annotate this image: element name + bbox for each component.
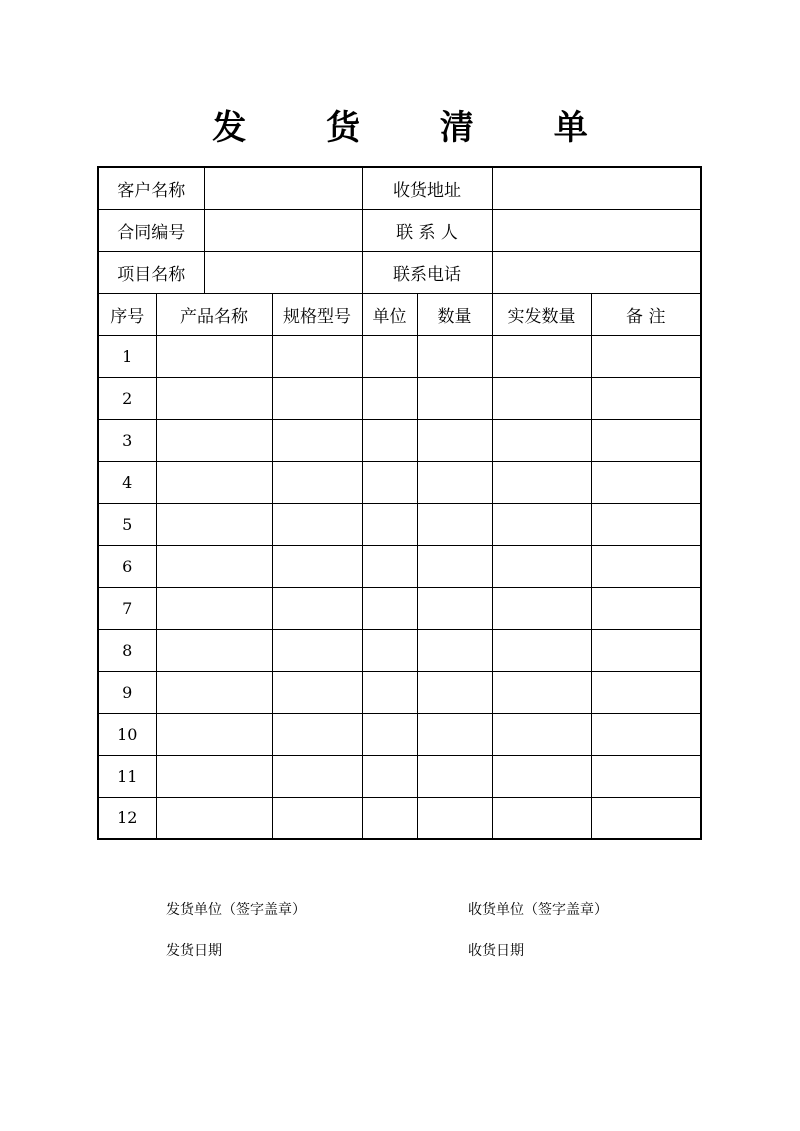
quantity-cell[interactable] (417, 797, 492, 839)
info-row-contract (98, 209, 701, 251)
column-header-index: 序号 (98, 293, 156, 335)
row-index: 11 (98, 755, 156, 797)
specification-cell[interactable] (272, 797, 362, 839)
row-index: 9 (98, 671, 156, 713)
quantity-cell[interactable] (417, 503, 492, 545)
row-index: 2 (98, 377, 156, 419)
row-index: 8 (98, 629, 156, 671)
remarks-cell[interactable] (591, 545, 701, 587)
specification-cell[interactable] (272, 377, 362, 419)
product-name-cell[interactable] (156, 461, 272, 503)
table-row (98, 545, 701, 587)
actual-quantity-cell[interactable] (492, 377, 591, 419)
product-name-cell[interactable] (156, 335, 272, 377)
unit-cell[interactable] (362, 629, 417, 671)
specification-cell[interactable] (272, 587, 362, 629)
row-index: 6 (98, 545, 156, 587)
product-name-cell[interactable] (156, 377, 272, 419)
actual-quantity-cell[interactable] (492, 419, 591, 461)
contact-phone-field[interactable] (492, 251, 701, 293)
unit-cell[interactable] (362, 713, 417, 755)
delivery-list-table (97, 166, 702, 840)
remarks-cell[interactable] (591, 671, 701, 713)
actual-quantity-cell[interactable] (492, 713, 591, 755)
product-name-cell[interactable] (156, 671, 272, 713)
specification-cell[interactable] (272, 419, 362, 461)
column-header-row (98, 293, 701, 335)
column-header-product-name: 产品名称 (156, 293, 272, 335)
receive-date-label: 收货日期 (468, 943, 524, 959)
info-row-project (98, 251, 701, 293)
table-row (98, 671, 701, 713)
remarks-cell[interactable] (591, 797, 701, 839)
page-title: 发 货 清 单 (212, 108, 622, 148)
unit-cell[interactable] (362, 587, 417, 629)
specification-cell[interactable] (272, 503, 362, 545)
remarks-cell[interactable] (591, 503, 701, 545)
product-name-cell[interactable] (156, 755, 272, 797)
table-row (98, 629, 701, 671)
specification-cell[interactable] (272, 545, 362, 587)
quantity-cell[interactable] (417, 629, 492, 671)
remarks-cell[interactable] (591, 587, 701, 629)
project-name-field[interactable] (204, 251, 362, 293)
contact-person-label: 联 系 人 (362, 209, 492, 251)
product-name-cell[interactable] (156, 419, 272, 461)
table-row (98, 335, 701, 377)
product-name-cell[interactable] (156, 545, 272, 587)
customer-name-field[interactable] (204, 167, 362, 209)
actual-quantity-cell[interactable] (492, 335, 591, 377)
unit-cell[interactable] (362, 461, 417, 503)
actual-quantity-cell[interactable] (492, 755, 591, 797)
delivery-address-field[interactable] (492, 167, 701, 209)
unit-cell[interactable] (362, 377, 417, 419)
specification-cell[interactable] (272, 755, 362, 797)
actual-quantity-cell[interactable] (492, 545, 591, 587)
product-name-cell[interactable] (156, 587, 272, 629)
table-row (98, 419, 701, 461)
table-row (98, 713, 701, 755)
table-row (98, 755, 701, 797)
unit-cell[interactable] (362, 503, 417, 545)
specification-cell[interactable] (272, 335, 362, 377)
remarks-cell[interactable] (591, 461, 701, 503)
unit-cell[interactable] (362, 797, 417, 839)
quantity-cell[interactable] (417, 587, 492, 629)
table-row (98, 587, 701, 629)
quantity-cell[interactable] (417, 461, 492, 503)
row-index: 7 (98, 587, 156, 629)
row-index: 5 (98, 503, 156, 545)
specification-cell[interactable] (272, 713, 362, 755)
sender-unit-label: 发货单位（签字盖章） (166, 902, 306, 918)
product-name-cell[interactable] (156, 713, 272, 755)
quantity-cell[interactable] (417, 671, 492, 713)
row-index: 10 (98, 713, 156, 755)
send-date-label: 发货日期 (166, 943, 222, 959)
table-row (98, 377, 701, 419)
actual-quantity-cell[interactable] (492, 797, 591, 839)
remarks-cell[interactable] (591, 419, 701, 461)
item-rows (98, 335, 701, 839)
unit-cell[interactable] (362, 335, 417, 377)
product-name-cell[interactable] (156, 629, 272, 671)
contact-person-field[interactable] (492, 209, 701, 251)
remarks-cell[interactable] (591, 713, 701, 755)
project-name-label: 项目名称 (98, 251, 204, 293)
customer-name-label: 客户名称 (98, 167, 204, 209)
info-row-customer (98, 167, 701, 209)
specification-cell[interactable] (272, 629, 362, 671)
actual-quantity-cell[interactable] (492, 629, 591, 671)
actual-quantity-cell[interactable] (492, 503, 591, 545)
remarks-cell[interactable] (591, 629, 701, 671)
contract-no-field[interactable] (204, 209, 362, 251)
actual-quantity-cell[interactable] (492, 671, 591, 713)
product-name-cell[interactable] (156, 503, 272, 545)
specification-cell[interactable] (272, 461, 362, 503)
quantity-cell[interactable] (417, 755, 492, 797)
row-index: 3 (98, 419, 156, 461)
quantity-cell[interactable] (417, 419, 492, 461)
delivery-address-label: 收货地址 (362, 167, 492, 209)
quantity-cell[interactable] (417, 335, 492, 377)
column-header-remarks: 备 注 (591, 293, 701, 335)
column-header-unit: 单位 (362, 293, 417, 335)
table-row (98, 503, 701, 545)
actual-quantity-cell[interactable] (492, 461, 591, 503)
remarks-cell[interactable] (591, 335, 701, 377)
unit-cell[interactable] (362, 545, 417, 587)
contact-phone-label: 联系电话 (362, 251, 492, 293)
quantity-cell[interactable] (417, 377, 492, 419)
specification-cell[interactable] (272, 671, 362, 713)
row-index: 4 (98, 461, 156, 503)
table-row (98, 797, 701, 839)
quantity-cell[interactable] (417, 545, 492, 587)
table-row (98, 461, 701, 503)
unit-cell[interactable] (362, 755, 417, 797)
remarks-cell[interactable] (591, 755, 701, 797)
column-header-actual-quantity: 实发数量 (492, 293, 591, 335)
unit-cell[interactable] (362, 419, 417, 461)
unit-cell[interactable] (362, 671, 417, 713)
remarks-cell[interactable] (591, 377, 701, 419)
quantity-cell[interactable] (417, 713, 492, 755)
column-header-quantity: 数量 (417, 293, 492, 335)
contract-no-label: 合同编号 (98, 209, 204, 251)
row-index: 12 (98, 797, 156, 839)
row-index: 1 (98, 335, 156, 377)
column-header-specification: 规格型号 (272, 293, 362, 335)
receiver-unit-label: 收货单位（签字盖章） (468, 902, 608, 918)
actual-quantity-cell[interactable] (492, 587, 591, 629)
product-name-cell[interactable] (156, 797, 272, 839)
